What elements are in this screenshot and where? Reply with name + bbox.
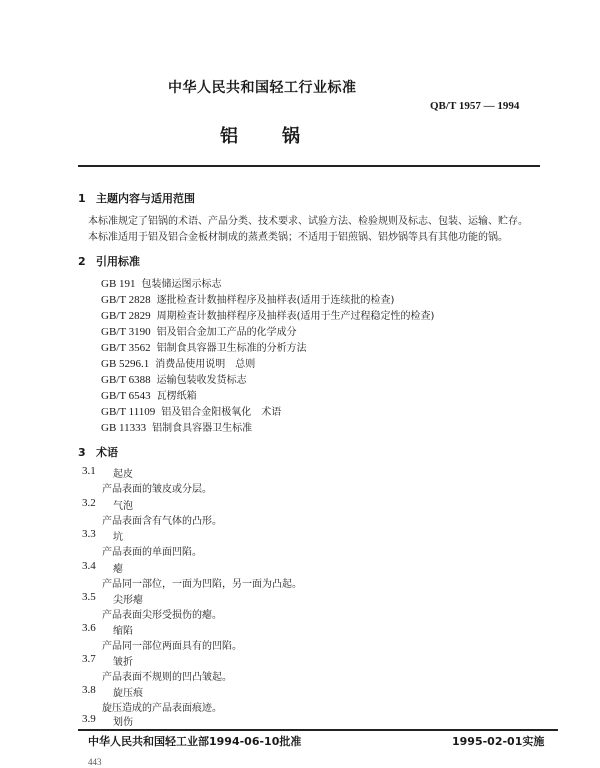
term-number: 3.1 [82, 465, 96, 477]
reference-item [101, 275, 222, 290]
reference-item [101, 339, 307, 354]
standard-code: QB/T 1957 — 1994 [430, 100, 520, 112]
term-number: 3.3 [82, 528, 96, 540]
reference-item [101, 307, 434, 322]
paragraph: 本标准规定了铝锅的术语、产品分类、技术要求、试验方法、检验规则及标志、包装、运输、贮存。 [88, 216, 528, 227]
term-number: 3.7 [82, 653, 96, 665]
paragraph: 本标准适用于铝及铝合金板材制成的蒸煮类锅；不适用于铝煎锅、铝炒锅等具有其他功能的锅。 [88, 232, 508, 243]
term-definition: 旋压造成的产品表面痕迹。 [102, 703, 222, 714]
section-3-heading [78, 444, 118, 460]
term-number: 3.6 [82, 622, 96, 634]
term-number: 3.2 [82, 497, 96, 509]
approval-statement: 中华人民共和国轻工业部1994-06-10批准 [88, 735, 302, 748]
reference-code: GB/T 6543 [101, 390, 151, 402]
reference-item [101, 419, 252, 434]
term-number: 3.4 [82, 560, 96, 572]
term-definition: 产品表面含有气体的凸形。 [102, 516, 222, 527]
term-definition: 产品表面的皱皮或分层。 [102, 484, 212, 495]
reference-item [101, 323, 297, 338]
section-2-heading [78, 253, 140, 269]
term-definition: 产品表面尖形受损伤的瘪。 [102, 610, 222, 621]
term-definition: 产品表面的单面凹陷。 [102, 547, 202, 558]
term-definition: 产品同一部位两面具有的凹陷。 [102, 641, 242, 652]
reference-name: 瓦楞纸箱 [156, 391, 197, 402]
effective-date: 1995-02-01实施 [452, 735, 545, 748]
title-char-2: 锅 [282, 126, 300, 147]
reference-item [101, 355, 255, 370]
reference-code: GB 191 [101, 278, 136, 290]
term-name: 起皮 [113, 469, 133, 480]
reference-name: 消费品使用说明 总则 [155, 359, 256, 370]
reference-name: 铝制食具容器卫生标准 [152, 423, 253, 434]
term-name: 皱折 [113, 657, 133, 668]
reference-item [101, 291, 394, 306]
page-number: 443 [88, 757, 102, 767]
reference-code: GB 11333 [101, 422, 147, 434]
reference-code: GB 5296.1 [101, 358, 150, 370]
reference-name: 铝及铝合金加工产品的化学成分 [156, 327, 297, 338]
term-name: 尖形瘪 [113, 595, 143, 606]
reference-code: GB/T 6388 [101, 374, 151, 386]
section-title: 术语 [96, 446, 118, 459]
term-number: 3.5 [82, 591, 96, 603]
term-name: 划伤 [113, 717, 133, 728]
term-name: 旋压痕 [113, 688, 143, 699]
footer-divider [78, 729, 558, 731]
term-name: 缩陷 [113, 626, 133, 637]
issuing-organization: 中华人民共和国轻工行业标准 [168, 80, 357, 96]
reference-name: 逐批检查计数抽样程序及抽样表(适用于连续批的检查) [156, 295, 395, 306]
document-title [220, 122, 344, 148]
term-definition: 产品表面不规则的凹凸皱起。 [102, 672, 232, 683]
reference-code: GB/T 2829 [101, 310, 151, 322]
reference-code: GB/T 3190 [101, 326, 151, 338]
term-name: 坑 [113, 532, 123, 543]
term-name: 气泡 [113, 501, 133, 512]
term-number: 3.9 [82, 713, 96, 725]
section-1-heading [78, 190, 195, 206]
reference-item [101, 387, 197, 402]
section-title: 主题内容与适用范围 [96, 192, 195, 205]
term-number: 3.8 [82, 684, 96, 696]
reference-code: GB/T 11109 [101, 406, 156, 418]
term-definition: 产品同一部位，一面为凹陷，另一面为凸起。 [102, 579, 302, 590]
section-number: 2 [78, 255, 86, 268]
section-title: 引用标准 [96, 255, 140, 268]
header-divider [78, 165, 540, 167]
reference-name: 周期检查计数抽样程序及抽样表(适用于生产过程稳定性的检查) [156, 311, 435, 322]
reference-item [101, 371, 247, 386]
term-name: 瘪 [113, 564, 123, 575]
reference-code: GB/T 3562 [101, 342, 151, 354]
reference-code: GB/T 2828 [101, 294, 151, 306]
section-number: 1 [78, 192, 86, 205]
reference-name: 运输包装收发货标志 [156, 375, 247, 386]
reference-name: 铝制食具容器卫生标准的分析方法 [156, 343, 307, 354]
section-number: 3 [78, 446, 86, 459]
reference-item [101, 403, 281, 418]
reference-name: 包装储运图示标志 [141, 279, 222, 290]
reference-name: 铝及铝合金阳极氧化 术语 [161, 407, 282, 418]
title-char-1: 铝 [220, 126, 238, 147]
